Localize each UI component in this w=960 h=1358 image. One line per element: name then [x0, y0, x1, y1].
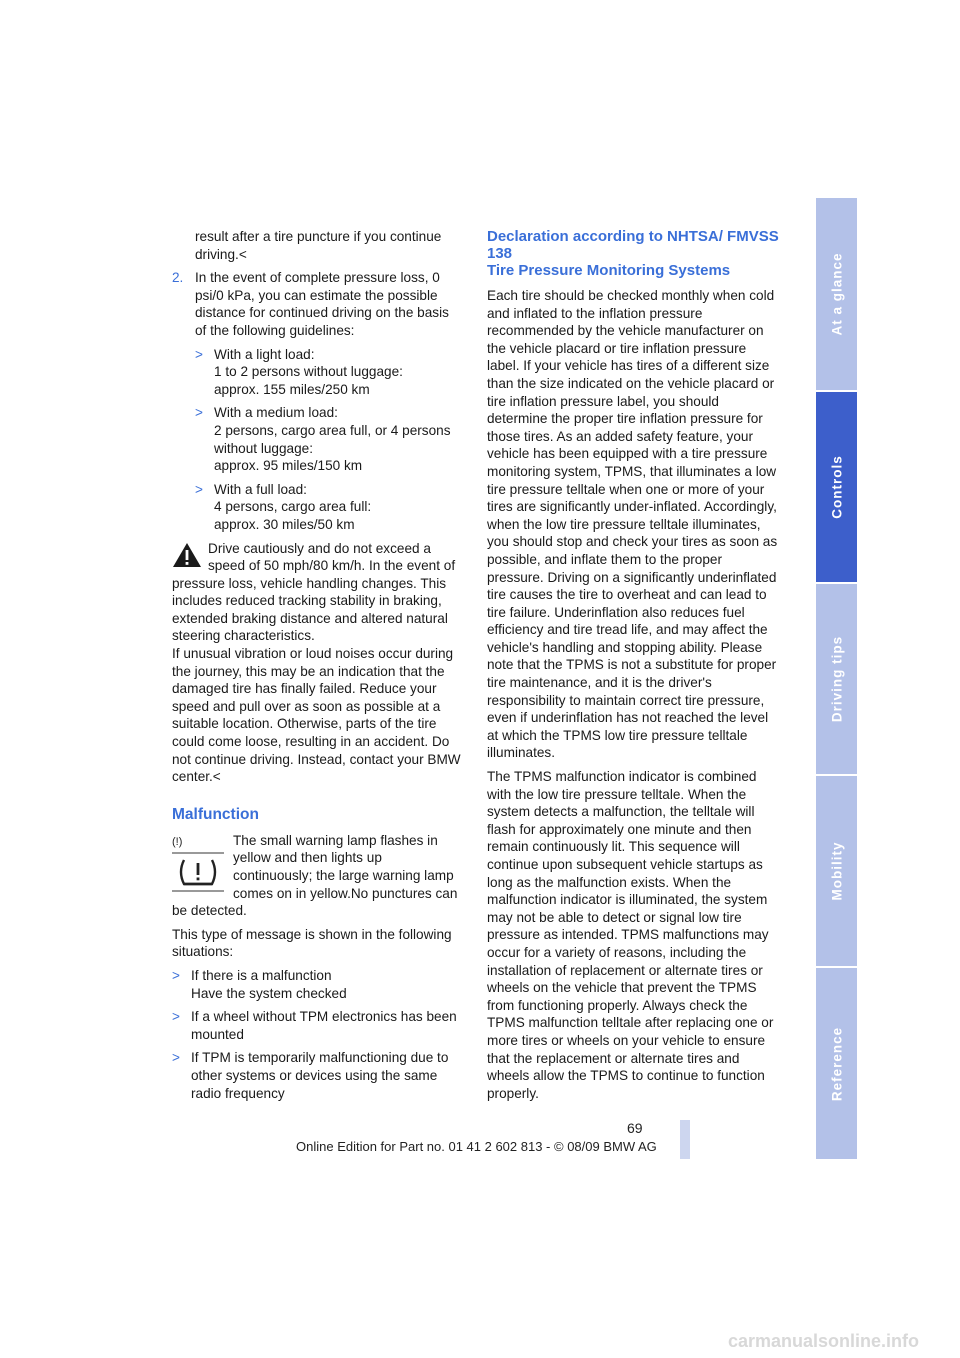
- light-load-title: With a light load:: [214, 346, 315, 362]
- tire-warning-lamp-icons: [172, 832, 228, 894]
- full-load-title: With a full load:: [214, 481, 307, 497]
- situation-malfunction-action: Have the system checked: [191, 985, 347, 1001]
- tab-driving-tips[interactable]: Driving tips: [816, 584, 857, 776]
- large-tire-warning-lamp-icon: [172, 852, 224, 892]
- warning-text: Drive cautiously and do not exceed a speed of 50 mph/80 km/h. In the event of pressure loss, vehicle handling changes. This includes reduced tracking stability in braking, extended braking distance and altered natural steering characteristics.: [172, 540, 456, 644]
- list-item: [172, 1008, 464, 1043]
- bullet-marker: >: [172, 1009, 180, 1025]
- situation-wheel: If a wheel without TPM electronics has been mounted: [191, 1009, 457, 1042]
- tab-controls[interactable]: Controls: [816, 392, 857, 584]
- list-item: [172, 967, 464, 1002]
- medium-load-distance: approx. 95 miles/150 km: [214, 458, 363, 474]
- declaration-heading: Declaration according to NHTSA/ FMVSS 138: [487, 228, 779, 262]
- list-item: [172, 1049, 464, 1102]
- item-text: In the event of complete pressure loss, 0 psi/0 kPa, you can estimate the possible distance for continued driving on the basis of the following guidelines:: [195, 270, 449, 338]
- warning-triangle-icon: [172, 542, 202, 568]
- tpms-paragraph-2: The TPMS malfunction indicator is combined with the low tire pressure telltale. When the system detects a malfunction, the telltale will flash for approximately one minute and then remain continuously lit. This sequence will continue upon subsequent vehicle startups as long as the malfunction exists. When the malfunction indicator is illuminated, the system may not be able to detect or signal low tire pressure as intended. TPMS malfunctions may occur for a variety of reasons, including the installation of replacement or alternate tires or wheels on the vehicle that prevent the TPMS from functioning properly. Always check the TPMS malfunction telltale after replacing one or more tires or wheels on your vehicle to ensure that the replacement or alternate tires and wheels allow the TPMS to continue to function properly.: [487, 769, 774, 1101]
- malfunction-description: The small warning lamp flashes in yellow and then lights up continuously; the large warning lamp comes on in yellow.No punctures can be detected.: [172, 832, 458, 919]
- left-column: [172, 228, 464, 1108]
- edition-footer: Online Edition for Part no. 01 41 2 602 813 - © 08/09 BMW AG: [296, 1139, 657, 1154]
- tab-at-a-glance[interactable]: At a glance: [816, 198, 857, 392]
- malfunction-block: [172, 832, 464, 920]
- situation-radio: If TPM is temporarily malfunctioning due to other systems or devices using the same radio frequency: [191, 1050, 449, 1101]
- watermark: carmanualsonline.info: [728, 1331, 920, 1351]
- bullet-marker: >: [195, 405, 203, 421]
- full-load-desc: 4 persons, cargo area full:: [214, 499, 372, 515]
- bullet-marker: >: [195, 481, 203, 497]
- continued-text: result after a tire puncture if you continue driving.<: [195, 229, 442, 262]
- numbered-item-2: [172, 269, 464, 339]
- page-number: 69: [627, 1120, 643, 1136]
- tpms-paragraph-1: Each tire should be checked monthly when cold and inflated to the inflation pressure recommended by the vehicle manufacturer on the vehicle placard or tire inflation pressure label. If your vehicle has tires of a different size than the size indicated on the vehicle placard or tire inflation pressure label, you should determine the proper tire inflation pressure for those tires. As an added safety feature, your vehicle has been equipped with a tire pressure monitoring system, TPMS, that illuminates a low tire pressure telltale when one or more of your tires are significantly under-inflated. Accordingly, when the low tire pressure telltale illuminates, you should stop and check your tires as soon as possible, and inflate them to the proper pressure. Driving on a significantly underinflated tire causes the tire to overheat and can lead to tire failure. Underinflation also reduces fuel efficiency and tire tread life, and may affect the vehicle's handling and stopping ability. Please note that the TPMS is not a substitute for proper tire maintenance, and it is the driver's responsibility to maintain correct tire pressure, even if underinflation has not reached the level at which the TPMS low tire pressure telltale illuminates.: [487, 288, 778, 761]
- small-warning-lamp-icon: (!): [172, 835, 183, 848]
- full-load-distance: approx. 30 miles/50 km: [214, 516, 355, 532]
- warning-text-continued: If unusual vibration or loud noises occur during the journey, this may be an indication that the damaged tire has finally failed. Reduce your speed and pull over as soon as possible at a suitable location. Otherwise, parts of the tire could come loose, resulting in an accident. Do not continue driving. Instead, contact your BMW center.<: [172, 646, 461, 785]
- tab-mobility[interactable]: Mobility: [816, 776, 857, 968]
- medium-load-title: With a medium load:: [214, 405, 338, 421]
- bullet-marker: >: [172, 967, 180, 983]
- light-load-desc: 1 to 2 persons without luggage:: [214, 364, 403, 380]
- malfunction-heading: Malfunction: [172, 805, 259, 823]
- light-load-distance: approx. 155 miles/250 km: [214, 381, 370, 397]
- list-item: [195, 481, 464, 534]
- tab-reference[interactable]: Reference: [816, 968, 857, 1161]
- bullet-marker: >: [195, 346, 203, 362]
- medium-load-desc: 2 persons, cargo area full, or 4 persons without luggage:: [214, 422, 451, 456]
- page-number-bar: [680, 1120, 690, 1159]
- load-guidelines: [195, 346, 464, 534]
- right-column: [487, 228, 779, 1108]
- situations-intro: This type of message is shown in the following situations:: [172, 926, 452, 960]
- tpms-heading: Tire Pressure Monitoring Systems: [487, 262, 731, 279]
- warning-block: [172, 540, 464, 786]
- list-item: [195, 404, 464, 474]
- list-item: [195, 346, 464, 399]
- situation-malfunction: If there is a malfunction: [191, 967, 332, 983]
- bullet-marker: >: [172, 1050, 180, 1066]
- item-number: 2.: [172, 270, 184, 286]
